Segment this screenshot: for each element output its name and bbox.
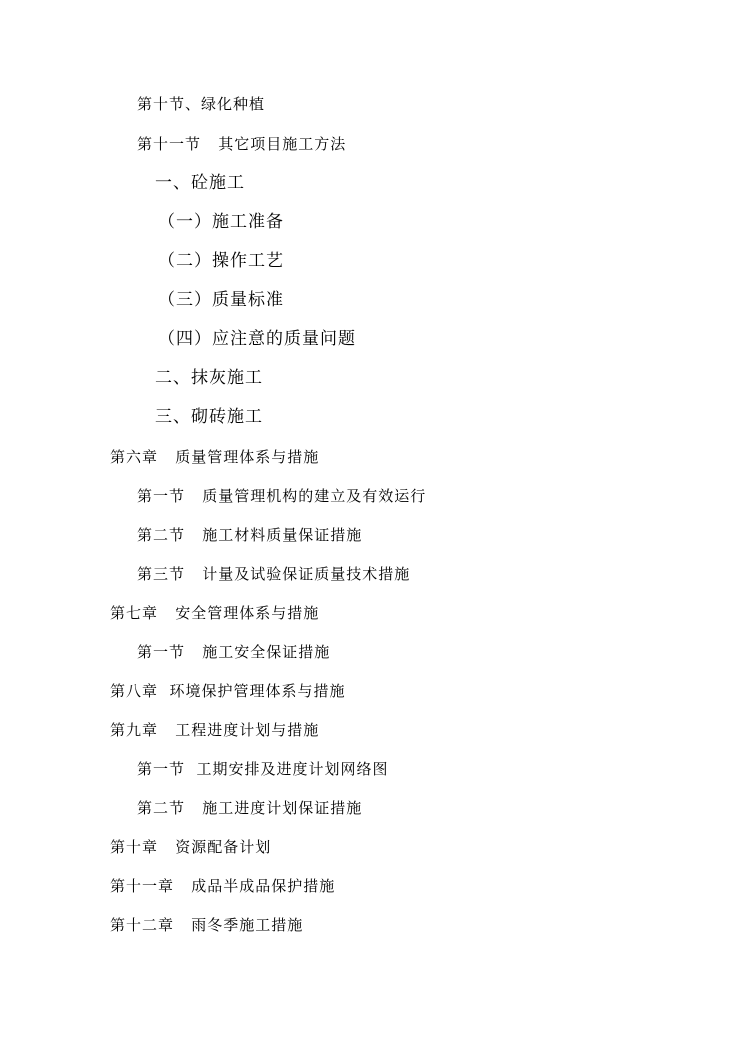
toc-entry-item-2: 二、抹灰施工 — [155, 368, 263, 388]
toc-entry-chapter-8: 第八章 环境保护管理体系与措施 — [110, 682, 346, 700]
toc-entry-subitem-4: （四）应注意的质量问题 — [158, 329, 356, 349]
toc-entry-subitem-3: （三）质量标准 — [158, 290, 284, 310]
toc-entry-subitem-1: （一）施工准备 — [158, 212, 284, 232]
toc-entry-ch6-section-2: 第二节 施工材料质量保证措施 — [137, 526, 363, 544]
toc-entry-chapter-6: 第六章 质量管理体系与措施 — [110, 448, 320, 466]
toc-entry-chapter-11: 第十一章 成品半成品保护措施 — [110, 877, 336, 895]
toc-entry-chapter-10: 第十章 资源配备计划 — [110, 838, 272, 856]
toc-entry-ch9-section-1: 第一节 工期安排及进度计划网络图 — [137, 760, 389, 778]
toc-entry-section-10: 第十节、绿化种植 — [137, 95, 266, 113]
toc-entry-ch6-section-1: 第一节 质量管理机构的建立及有效运行 — [137, 487, 427, 505]
toc-entry-ch6-section-3: 第三节 计量及试验保证质量技术措施 — [137, 565, 411, 583]
toc-entry-item-1: 一、砼施工 — [155, 173, 245, 193]
toc-entry-chapter-7: 第七章 安全管理体系与措施 — [110, 604, 320, 622]
toc-entry-subitem-2: （二）操作工艺 — [158, 251, 284, 271]
toc-entry-ch7-section-1: 第一节 施工安全保证措施 — [137, 643, 331, 661]
toc-entry-ch9-section-2: 第二节 施工进度计划保证措施 — [137, 799, 363, 817]
toc-entry-chapter-12: 第十二章 雨冬季施工措施 — [110, 916, 304, 934]
toc-entry-item-3: 三、砌砖施工 — [155, 407, 263, 427]
toc-entry-section-11: 第十一节 其它项目施工方法 — [137, 135, 347, 153]
toc-entry-chapter-9: 第九章 工程进度计划与措施 — [110, 721, 320, 739]
